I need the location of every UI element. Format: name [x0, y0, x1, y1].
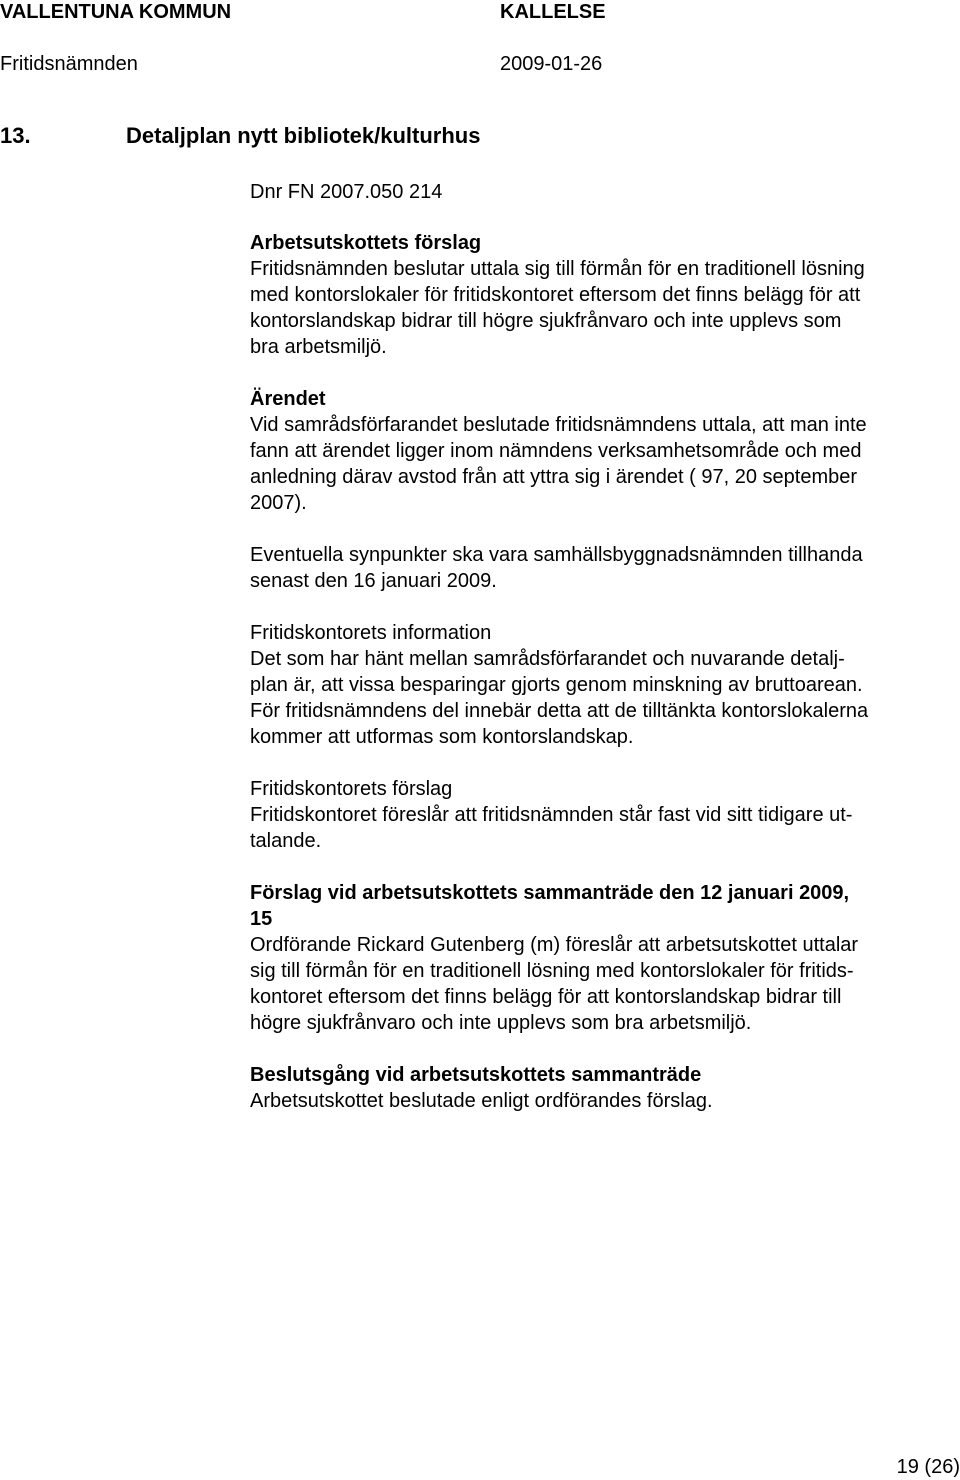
section-heading: Ärendet — [250, 388, 326, 410]
section-fritidskontorets-forslag — [250, 776, 960, 854]
paragraph-line: För fritidsnämndens del innebär detta att de tilltänkta kontorslokalerna — [250, 700, 869, 722]
paragraph-line: kontorslandskap bidrar till högre sjukfrånvaro och inte upplevs som — [250, 310, 842, 332]
paragraph-line: Vid samrådsförfarandet beslutade fritidsnämndens uttala, att man inte — [250, 414, 867, 436]
item-body — [250, 179, 960, 1114]
paragraph-line: kommer att utformas som kontorslandskap. — [250, 726, 634, 748]
section-heading: Förslag vid arbetsutskottets sammanträde den 12 januari 2009, — [250, 882, 850, 904]
page-number: 19 (26) — [896, 1456, 960, 1478]
item-title: Detaljplan nytt bibliotek/kulturhus — [126, 123, 481, 148]
section-forslag-vid-arbetsutskottet — [250, 880, 960, 1036]
paragraph-line: Fritidsnämnden beslutar uttala sig till förmån för en traditionell lösning — [250, 258, 865, 280]
paragraph-line: Arbetsutskottet beslutade enligt ordförandes förslag. — [250, 1090, 713, 1112]
section-heading: Fritidskontorets förslag — [250, 778, 453, 800]
document-date: 2009-01-26 — [500, 53, 603, 75]
organization-name: VALLENTUNA KOMMUN — [0, 1, 232, 23]
section-arbetsutskottets-forslag — [250, 230, 960, 360]
paragraph-line: kontoret eftersom det finns belägg för att kontorslandskap bidrar till — [250, 986, 842, 1008]
reference-number: Dnr FN 2007.050 214 — [250, 181, 443, 203]
section-heading-continued: 15 — [250, 908, 273, 930]
document-type: KALLELSE — [500, 1, 606, 23]
section-heading: Arbetsutskottets förslag — [250, 232, 482, 254]
paragraph-line: senast den 16 januari 2009. — [250, 570, 497, 592]
paragraph-line: anledning därav avstod från att yttra sig i ärendet ( 97, 20 september — [250, 466, 858, 488]
paragraph-line: med kontorslokaler för fritidskontoret eftersom det finns belägg för att — [250, 284, 861, 306]
paragraph-line: sig till förmån för en traditionell lösning med kontorslokaler för fritids- — [250, 960, 854, 982]
paragraph-line: Fritidskontoret föreslår att fritidsnämnden står fast vid sitt tidigare ut- — [250, 804, 853, 826]
section-arendet — [250, 386, 960, 594]
committee-name: Fritidsnämnden — [0, 53, 138, 75]
paragraph-line: 2007). — [250, 492, 307, 514]
section-heading: Beslutsgång vid arbetsutskottets sammanträde — [250, 1064, 702, 1086]
section-fritidskontorets-information — [250, 620, 960, 750]
item-number: 13. — [0, 123, 31, 148]
section-heading: Fritidskontorets information — [250, 622, 492, 644]
section-beslutsgang — [250, 1062, 960, 1114]
paragraph-line: högre sjukfrånvaro och inte upplevs som bra arbetsmiljö. — [250, 1012, 752, 1034]
paragraph-line: fann att ärendet ligger inom nämndens verksamhetsområde och med — [250, 440, 862, 462]
paragraph-line: talande. — [250, 830, 322, 852]
paragraph-line: Det som har hänt mellan samrådsförfarandet och nuvarande detalj- — [250, 648, 845, 670]
paragraph-line: Ordförande Rickard Gutenberg (m) föreslår att arbetsutskottet uttalar — [250, 934, 859, 956]
paragraph-line: Eventuella synpunkter ska vara samhällsbyggnadsnämnden tillhanda — [250, 544, 863, 566]
paragraph-line: bra arbetsmiljö. — [250, 336, 387, 358]
paragraph-line: plan är, att vissa besparingar gjorts genom minskning av bruttoarean. — [250, 674, 863, 696]
